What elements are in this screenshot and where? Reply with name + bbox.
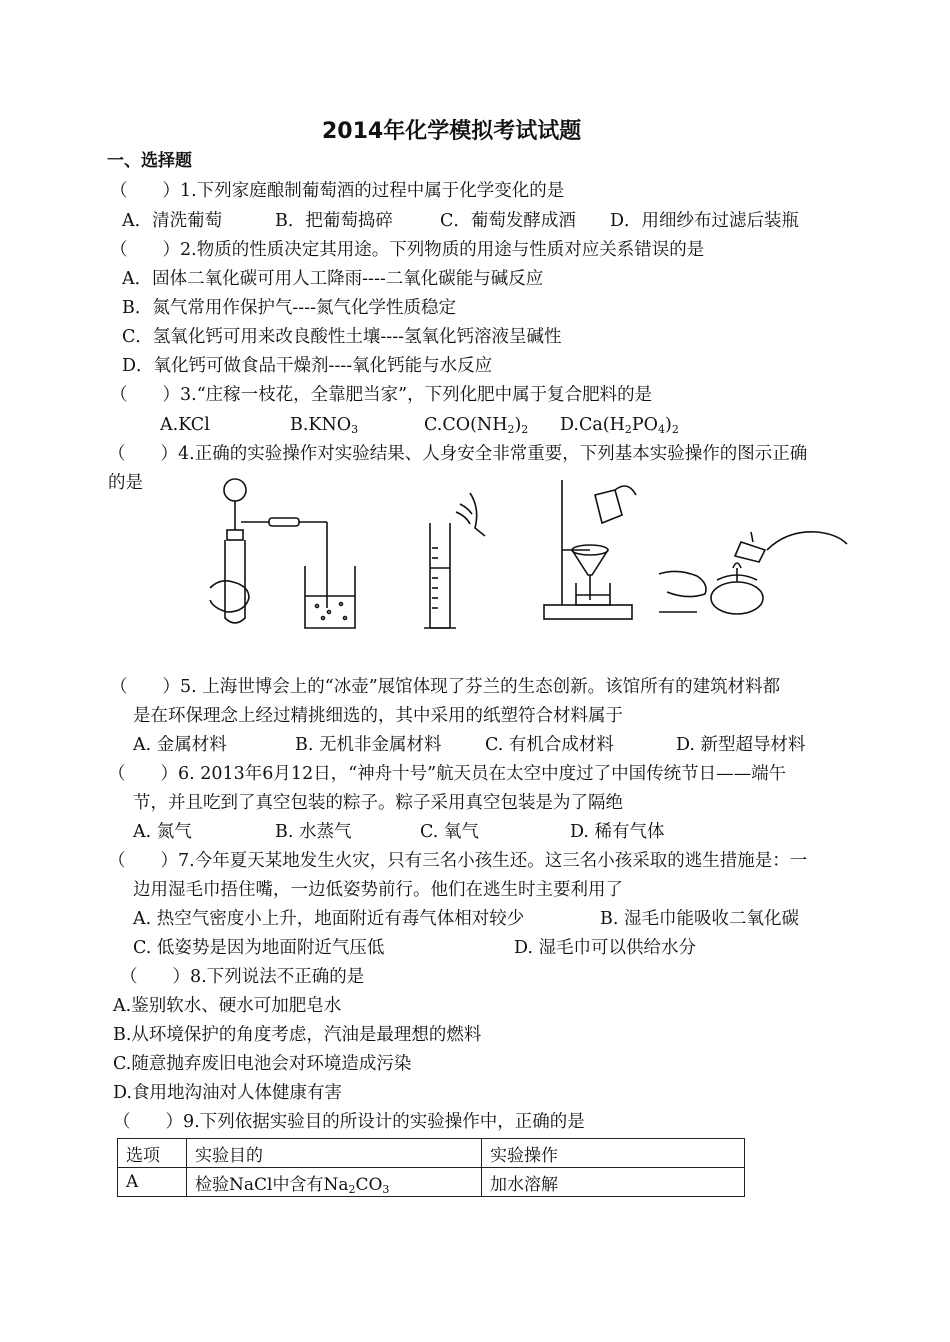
question-5-stem-continued: 是在环保理念上经过精挑细选的，其中采用的纸塑符合材料属于 (133, 706, 623, 726)
question-9-table (117, 1138, 745, 1197)
question-1-stem: （ ）1.下列家庭酿制葡萄酒的过程中属于化学变化的是 (110, 181, 565, 201)
table-cell-purpose: 检验NaCl中含有$Na_2CO_3$ (187, 1168, 482, 1197)
page-title: 2014年化学模拟考试试题 (322, 119, 582, 144)
question-6-stem: （ ）6. 2013年6月12日，“神舟十号”航天员在太空中度过了中国传统节日——端午 (108, 764, 787, 784)
table-cell-option: A (118, 1168, 187, 1197)
question-3-option-a: A.KCl (160, 415, 210, 435)
question-3-option-d: $D.Ca(H_2PO_4)_2$ (560, 415, 679, 436)
section-heading: 一、选择题 (107, 151, 192, 171)
table-header-purpose: 实验目的 (187, 1139, 482, 1168)
question-7-option-c: C. 低姿势是因为地面附近气压低 (133, 938, 385, 958)
table-header-row (118, 1139, 745, 1168)
question-6-option-d: D. 稀有气体 (570, 822, 665, 842)
question-2-option-a: A．固体二氧化碳可用人工降雨----二氧化碳能与碱反应 (122, 269, 544, 289)
question-2-stem: （ ）2.物质的性质决定其用途。下列物质的用途与性质对应关系错误的是 (110, 240, 705, 260)
question-6-option-c: C. 氧气 (420, 822, 479, 842)
question-5-stem: （ ）5. 上海世博会上的“冰壶”展馆体现了芬兰的生态创新。该馆所有的建筑材料都 (110, 677, 781, 697)
question-8-option-b: B.从环境保护的角度考虑，汽油是最理想的燃料 (113, 1025, 482, 1045)
filtration-funnel-icon (540, 475, 640, 635)
question-7-stem-continued: 边用湿毛巾捂住嘴，一边低姿势前行。他们在逃生时主要利用了 (133, 880, 623, 900)
question-2-option-d: D．氧化钙可做食品干燥剂----氧化钙能与水反应 (122, 356, 493, 376)
question-8-stem: （ ）8.下列说法不正确的是 (120, 967, 365, 987)
smelling-gas-cylinder-icon (420, 488, 500, 638)
question-4-stem: （ ）4.正确的实验操作对实验结果、人身安全非常重要，下列基本实验操作的图示正确 (108, 444, 808, 464)
question-5-option-b: B. 无机非金属材料 (295, 735, 442, 755)
question-1-option-c: C．葡萄发酵成酒 (440, 211, 576, 231)
question-7-option-a: A. 热空气密度小上升，地面附近有毒气体相对较少 (133, 909, 525, 929)
question-2-option-b: B．氮气常用作保护气----氮气化学性质稳定 (122, 298, 457, 318)
question-4-stem-continued: 的是 (108, 473, 143, 493)
question-7-option-d: D. 湿毛巾可以供给水分 (514, 938, 697, 958)
table-header-option: 选项 (118, 1139, 187, 1168)
question-8-option-c: C.随意抛弃废旧电池会对环境造成污染 (113, 1054, 412, 1074)
question-6-option-b: B. 水蒸气 (275, 822, 352, 842)
question-5-option-d: D. 新型超导材料 (676, 735, 806, 755)
question-2-option-c: C．氢氧化钙可用来改良酸性土壤----氢氧化钙溶液呈碱性 (122, 327, 562, 347)
question-1-option-d: D．用细纱布过滤后装瓶 (610, 211, 800, 231)
apparatus-airtightness-icon (205, 478, 365, 638)
question-7-stem: （ ）7.今年夏天某地发生火灾，只有三名小孩生还。这三名小孩采取的逃生措施是：一 (108, 851, 808, 871)
question-1-option-b: B．把葡萄捣碎 (275, 211, 393, 231)
question-1-option-a: A．清洗葡萄 (122, 211, 223, 231)
question-7-option-b: B. 湿毛巾能吸收二氧化碳 (600, 909, 799, 929)
question-6-stem-continued: 节，并且吃到了真空包装的粽子。粽子采用真空包装是为了隔绝 (133, 793, 623, 813)
table-header-operation: 实验操作 (482, 1139, 745, 1168)
question-9-stem: （ ）9.下列依据实验目的所设计的实验操作中，正确的是 (113, 1112, 585, 1132)
table-row (118, 1168, 745, 1197)
question-3-stem: （ ）3.“庄稼一枝花，全靠肥当家”，下列化肥中属于复合肥料的是 (110, 385, 653, 405)
question-3-option-b: $B.KNO_3$ (290, 415, 359, 436)
question-8-option-a: A.鉴别软水、硬水可加肥皂水 (113, 996, 342, 1016)
question-8-option-d: D.食用地沟油对人体健康有害 (113, 1083, 342, 1103)
question-6-option-a: A. 氮气 (133, 822, 192, 842)
question-3-option-c: $C.CO(NH_2)_2$ (424, 415, 529, 436)
question-5-option-a: A. 金属材料 (133, 735, 227, 755)
table-cell-operation: 加水溶解 (482, 1168, 745, 1197)
question-5-option-c: C. 有机合成材料 (485, 735, 614, 755)
alcohol-lamp-lighting-icon (657, 520, 857, 630)
